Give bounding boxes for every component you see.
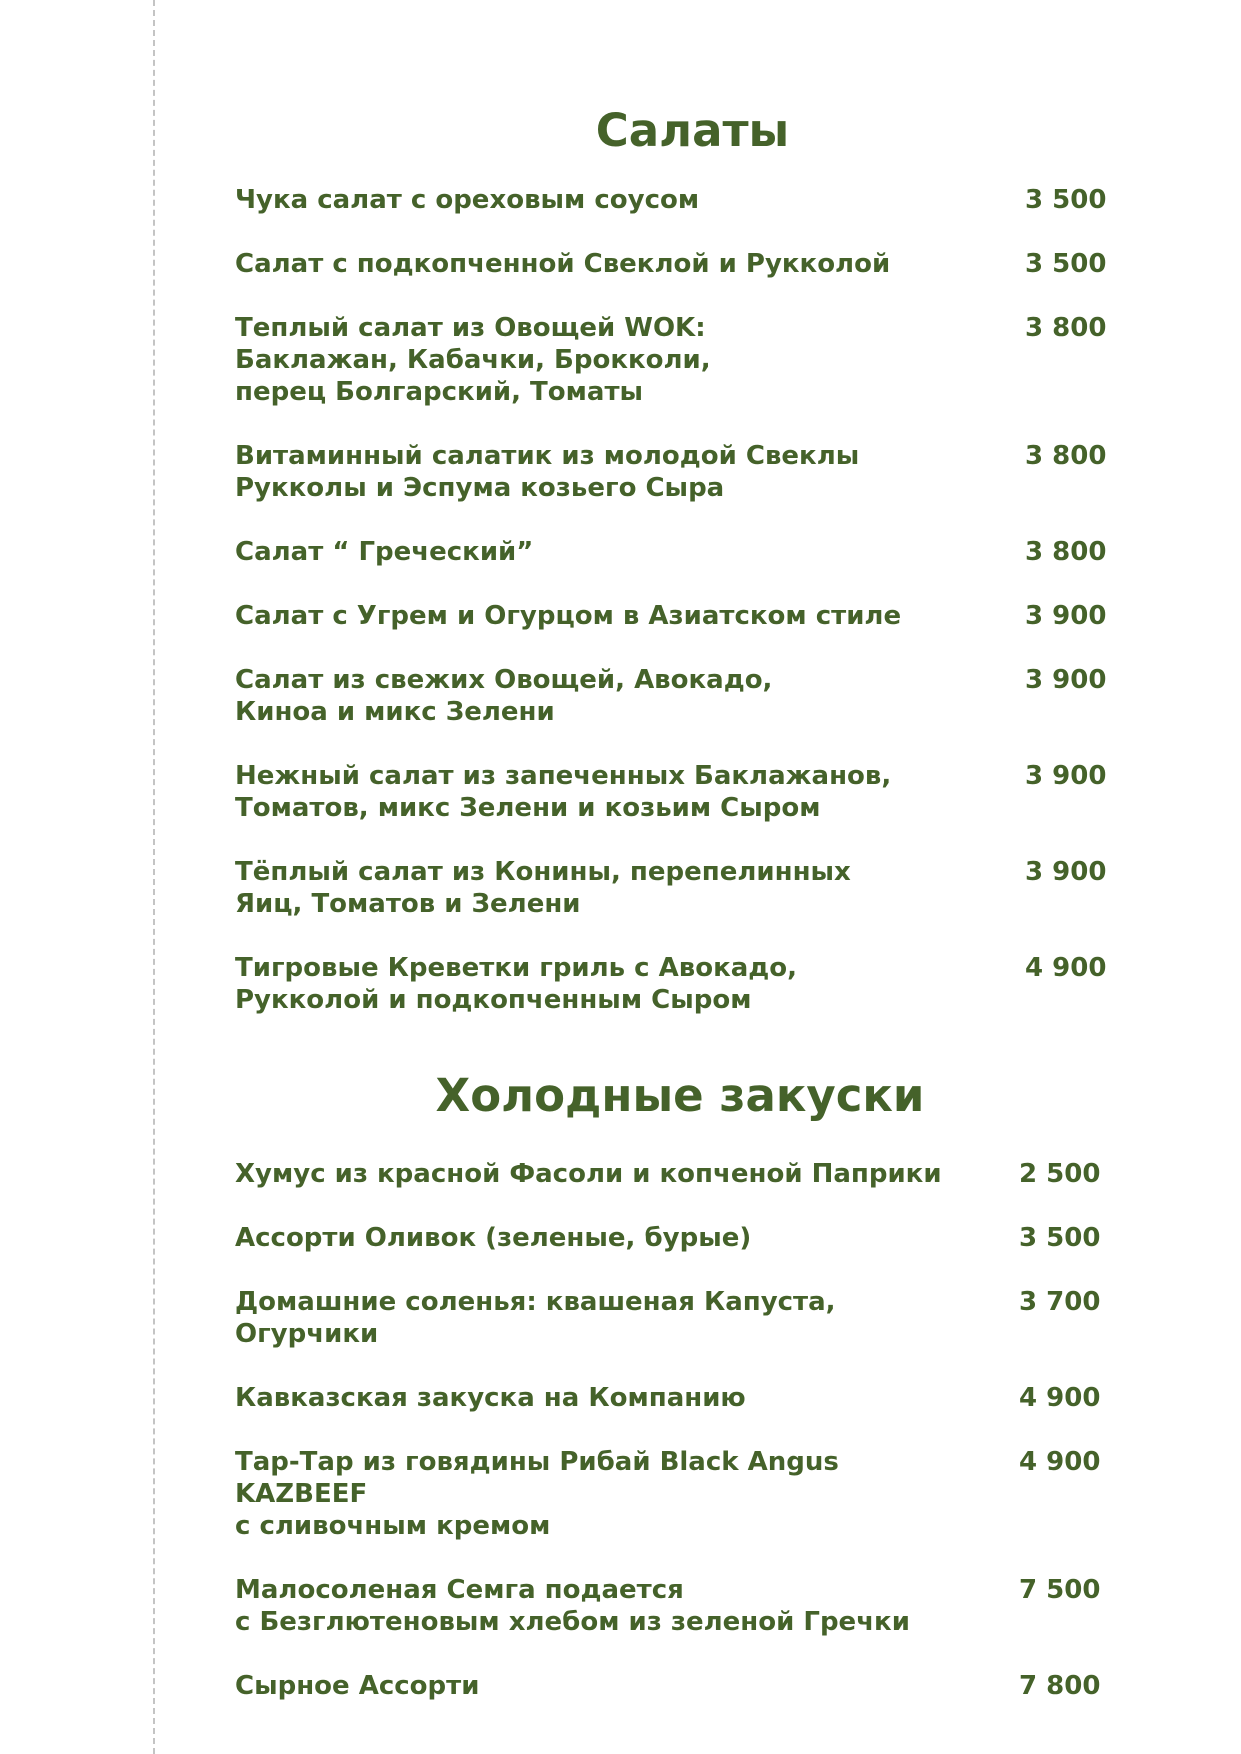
menu-item-price: 7 500 xyxy=(1019,1575,1101,1605)
menu-item-name: Сырное Ассорти xyxy=(235,1671,480,1701)
menu-item-price: 3 800 xyxy=(1025,537,1107,567)
menu-item-name: Салат “ Греческий” xyxy=(235,537,534,567)
menu-item-name: Салат с подкопченной Свеклой и Рукколой xyxy=(235,249,891,279)
menu-item-name: Тар-Тар из говядины Рибай Black Angus KAZBEEF с сливочным кремом xyxy=(235,1447,839,1541)
menu-item xyxy=(235,1382,1105,1414)
menu-item-price: 3 800 xyxy=(1025,313,1107,343)
menu-item-name: Кавказская закуска на Компанию xyxy=(235,1383,746,1413)
menu-item-price: 3 700 xyxy=(1019,1287,1101,1317)
menu-item-name: Тигровые Креветки гриль с Авокадо, Рукколой и подкопченным Сыром xyxy=(235,953,798,1015)
menu-item xyxy=(235,1670,1105,1702)
menu-item-name: Тёплый салат из Конины, перепелинных Яиц, Томатов и Зелени xyxy=(235,857,851,919)
menu-item xyxy=(235,312,1105,408)
menu-item xyxy=(235,248,1105,280)
menu-item xyxy=(235,1222,1105,1254)
menu-item-price: 4 900 xyxy=(1019,1447,1101,1477)
salads-section xyxy=(235,103,1105,1048)
menu-item-price: 7 800 xyxy=(1019,1671,1101,1701)
menu-item xyxy=(235,664,1105,728)
cold-appetizers-section xyxy=(235,1068,1105,1734)
menu-item xyxy=(235,1446,1105,1542)
menu-item-price: 3 900 xyxy=(1025,857,1107,887)
menu-item xyxy=(235,1574,1105,1638)
menu-item xyxy=(235,952,1105,1016)
menu-item-name: Салат с Угрем и Огурцом в Азиатском стиле xyxy=(235,601,902,631)
section-title-cold-appetizers: Холодные закуски xyxy=(435,1069,925,1122)
menu-item xyxy=(235,1286,1105,1350)
menu-item xyxy=(235,760,1105,824)
menu-item xyxy=(235,1158,1105,1190)
menu-item-price: 3 800 xyxy=(1025,441,1107,471)
menu-item-name: Ассорти Оливок (зеленые, бурые) xyxy=(235,1223,752,1253)
menu-item-name: Витаминный салатик из молодой Свеклы Рукколы и Эспума козьего Сыра xyxy=(235,441,860,503)
menu-item xyxy=(235,600,1105,632)
menu-item-price: 4 900 xyxy=(1019,1383,1101,1413)
menu-item-price: 3 500 xyxy=(1025,185,1107,215)
menu-item-price: 3 900 xyxy=(1025,601,1107,631)
menu-item xyxy=(235,856,1105,920)
menu-item-name: Нежный салат из запеченных Баклажанов, Томатов, микс Зелени и козьим Сыром xyxy=(235,761,892,823)
menu-item-name: Хумус из красной Фасоли и копченой Паприки xyxy=(235,1159,942,1189)
salads-list xyxy=(235,184,1105,1016)
fold-line xyxy=(153,0,155,1754)
menu-item-name: Домашние соленья: квашеная Капуста, Огурчики xyxy=(235,1287,836,1349)
menu-item-price: 2 500 xyxy=(1019,1159,1101,1189)
menu-item-name: Салат из свежих Овощей, Авокадо, Киноа и микс Зелени xyxy=(235,665,773,727)
menu-item-price: 3 500 xyxy=(1025,249,1107,279)
section-title-salads: Салаты xyxy=(595,104,790,157)
menu-item-price: 4 900 xyxy=(1025,953,1107,983)
menu-item-price: 3 500 xyxy=(1019,1223,1101,1253)
menu-item xyxy=(235,184,1105,216)
menu-item xyxy=(235,440,1105,504)
menu-item-name: Малосоленая Семга подается с Безглютеновым хлебом из зеленой Гречки xyxy=(235,1575,910,1637)
menu-item-price: 3 900 xyxy=(1025,665,1107,695)
menu-item-name: Чука салат с ореховым соусом xyxy=(235,185,700,215)
menu-item xyxy=(235,536,1105,568)
cold-appetizers-list xyxy=(235,1158,1105,1702)
menu-item-price: 3 900 xyxy=(1025,761,1107,791)
menu-item-name: Теплый салат из Овощей WOK: Баклажан, Кабачки, Брокколи, перец Болгарский, Томаты xyxy=(235,313,711,407)
